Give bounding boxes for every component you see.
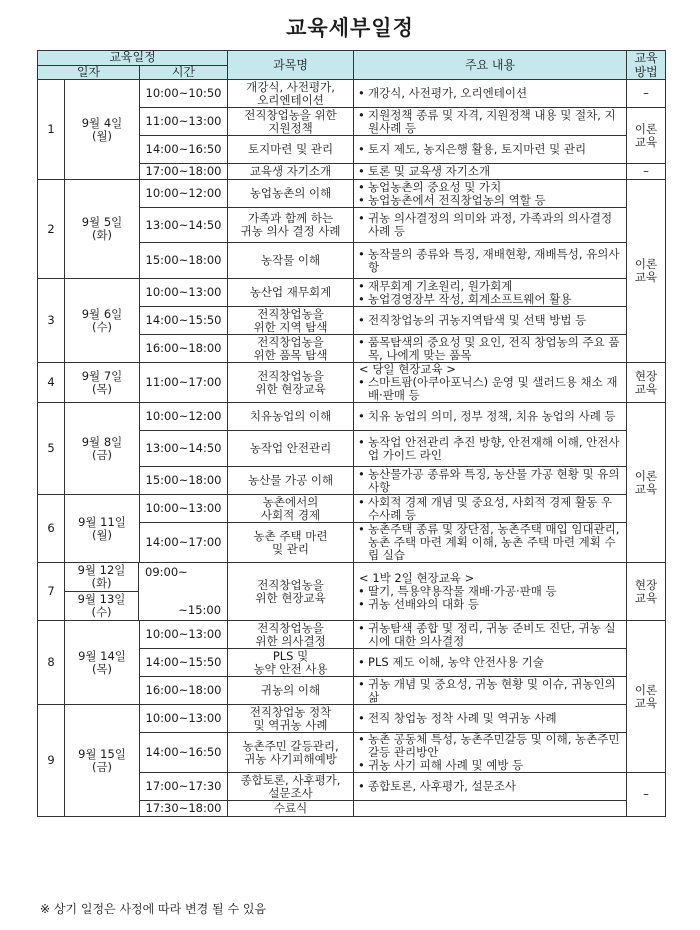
- content-cell: [354, 649, 627, 677]
- table-row: [38, 705, 666, 733]
- method-cell: 이론 교육: [627, 180, 666, 363]
- subject-name: 전직창업농을 위한 품목 탐색: [228, 335, 354, 363]
- method-cell: 이론 교육: [627, 108, 666, 164]
- method-cell: 이론 교육: [627, 403, 666, 563]
- subject-name: 전직창업농을 위한 현장교육: [228, 363, 354, 403]
- content-cell: [354, 523, 627, 563]
- session-time: 10:00~13:00: [140, 495, 228, 523]
- content-item: • 농작물의 종류와 특징, 재배현황, 재배특성, 유의사항: [357, 248, 623, 274]
- session-time: 14:00~15:50: [140, 307, 228, 335]
- session-time: 15:00~18:00: [140, 467, 228, 495]
- content-cell: [354, 208, 627, 243]
- session-date: 9월 11일 (월): [65, 495, 140, 563]
- schedule-table: [37, 50, 666, 817]
- method-cell: –: [627, 164, 666, 180]
- content-cell: [354, 80, 627, 108]
- subject-name: 가족과 함께 하는 귀농 의사 결정 사례: [228, 208, 354, 243]
- subject-name: 종합토론, 사후평가, 설문조사: [228, 773, 354, 801]
- content-cell: [354, 363, 627, 403]
- content-item: • 토론 및 교육생 자기소개: [357, 165, 623, 178]
- session-date: 9월 8일 (금): [65, 403, 140, 495]
- content-cell: [354, 307, 627, 335]
- session-date: 9월 15일 (금): [65, 705, 140, 817]
- content-cell: [354, 180, 627, 208]
- page-title: 교육세부일정: [286, 16, 414, 40]
- content-cell: [354, 431, 627, 467]
- content-item: • 재무회계 기초원리, 원가회계: [357, 280, 623, 293]
- table-row: [38, 279, 666, 307]
- content-item: • 귀농 의사결정의 의미와 과정, 가족과의 의사결정 사례 등: [357, 212, 623, 238]
- content-item: • 농산물가공 종류와 특징, 농산물 가공 현황 및 유의사항: [357, 468, 623, 494]
- session-time: 09:00~: [145, 565, 188, 579]
- content-item: • 전직창업농의 귀농지역탐색 및 선택 방법 등: [357, 314, 623, 327]
- table-row: [38, 403, 666, 431]
- content-cell: [354, 403, 627, 431]
- session-time: 15:00~18:00: [140, 243, 228, 279]
- header-schedule: 교육일정: [38, 51, 228, 66]
- session-time: 10:00~12:00: [140, 403, 228, 431]
- subject-name: 전직창업농을 위한 현장교육: [228, 563, 354, 621]
- session-time: 17:00~17:30: [140, 773, 228, 801]
- session-time: 17:30~18:00: [140, 801, 228, 817]
- subject-name: 농촌주민 갈등관리, 귀농 사기피해예방: [228, 733, 354, 773]
- header-subject: 과목명: [228, 51, 354, 80]
- subject-name: 농작업 안전관리: [228, 431, 354, 467]
- footnote: ※ 상기 일정은 사정에 따라 변경 될 수 있음: [40, 902, 267, 916]
- content-item: • 농업농촌에서 전직창업농의 역할 등: [357, 194, 623, 207]
- subject-name: 농촌 주택 마련 및 관리: [228, 523, 354, 563]
- content-item: • 종합토론, 사후평가, 설문조사: [357, 780, 623, 793]
- session-time: 16:00~18:00: [140, 677, 228, 705]
- content-lead: < 1박 2일 현장교육 >: [359, 571, 475, 585]
- session-date: 9월 7일 (목): [65, 363, 140, 403]
- method-cell: 현장 교육: [627, 363, 666, 403]
- split-schedule: [65, 563, 227, 620]
- session-number: 1: [38, 80, 65, 180]
- session-time: 13:00~14:50: [140, 208, 228, 243]
- content-item: • 전직 창업농 정착 사례 및 역귀농 사례: [357, 712, 623, 725]
- session-time: 14:00~17:00: [140, 523, 228, 563]
- content-cell: [354, 773, 627, 801]
- table-row: [38, 80, 666, 108]
- subject-name: 개강식, 사전평가, 오리엔테이션: [228, 80, 354, 108]
- content-cell: [354, 108, 627, 136]
- header-method: 교육 방법: [627, 51, 666, 80]
- content-cell: [354, 164, 627, 180]
- date-time-split: [65, 563, 228, 621]
- session-time: 14:00~15:50: [140, 649, 228, 677]
- content-item: • 스마트팜(아쿠아포닉스) 운영 및 샐러드용 채소 재배·판매 등: [357, 376, 623, 402]
- session-time: 14:00~16:50: [140, 136, 228, 164]
- session-number: 4: [38, 363, 65, 403]
- subject-name: 토지마련 및 관리: [228, 136, 354, 164]
- header-time: 시간: [140, 65, 228, 80]
- content-item: • PLS 제도 이해, 농약 안전사용 기술: [357, 656, 623, 669]
- subject-name: PLS 및 농약 안전 사용: [228, 649, 354, 677]
- session-number: 2: [38, 180, 65, 279]
- session-time: 10:00~10:50: [140, 80, 228, 108]
- content-item: • 농업경영장부 작성, 회계소프트웨어 활용: [357, 293, 623, 306]
- content-item: • 지원정책 종류 및 자격, 지원정책 내용 및 절차, 지원사례 등: [357, 109, 623, 135]
- content-lead: < 당일 현장교육 >: [359, 362, 456, 376]
- content-item: • 치유 농업의 의미, 정부 정책, 치유 농업의 사례 등: [357, 410, 623, 423]
- table-row: [38, 621, 666, 649]
- session-time: 10:00~13:00: [140, 705, 228, 733]
- session-time: 16:00~18:00: [140, 335, 228, 363]
- session-time: 11:00~13:00: [140, 108, 228, 136]
- method-cell: 이론 교육: [627, 621, 666, 773]
- content-cell: [354, 495, 627, 523]
- session-date: 9월 14일 (목): [65, 621, 140, 705]
- subject-name: 전직창업농을 위한 의사결정: [228, 621, 354, 649]
- session-time: 10:00~13:00: [140, 621, 228, 649]
- subject-name: 귀농의 이해: [228, 677, 354, 705]
- content-cell: [354, 563, 627, 621]
- session-number: 9: [38, 705, 65, 817]
- table-row: [38, 495, 666, 523]
- subject-name: 교육생 자기소개: [228, 164, 354, 180]
- content-cell: [354, 467, 627, 495]
- content-item: • 농촌주택 종류 및 장단점, 농촌주택 매입 임대관리, 농촌 주택 마련 계획 이해, 농촌 주택 마련 계획 수립 실습: [357, 523, 623, 562]
- content-item: • 딸기, 특용약용작물 재배·가공·판매 등: [357, 585, 623, 598]
- subject-name: 전직창업농을 위한 지원정책: [228, 108, 354, 136]
- content-item: • 사회적 경제 개념 및 중요성, 사회적 경제 활동 우수사례 등: [357, 496, 623, 522]
- table-row: [38, 180, 666, 208]
- content-item: • 품목탐색의 중요성 및 요인, 전직 창업농의 주요 품목, 나에게 맞는 품목: [357, 336, 623, 362]
- content-cell: [354, 801, 627, 817]
- subject-name: 농작물 이해: [228, 243, 354, 279]
- content-cell: [354, 677, 627, 705]
- content-item: • 귀농탐색 종합 및 정리, 귀농 준비도 진단, 귀농 실시에 대한 의사결정: [357, 622, 623, 648]
- session-date: 9월 5일 (화): [65, 180, 140, 279]
- subject-name: 치유농업의 이해: [228, 403, 354, 431]
- header-date: 일자: [38, 65, 140, 80]
- session-number: 6: [38, 495, 65, 563]
- content-cell: [354, 733, 627, 773]
- content-cell: [354, 621, 627, 649]
- subject-name: 농산물 가공 이해: [228, 467, 354, 495]
- method-cell: –: [627, 773, 666, 817]
- session-time: 13:00~14:50: [140, 431, 228, 467]
- table-row: [38, 363, 666, 403]
- content-item: • 농작업 안전관리 추진 방향, 안전재해 이해, 안전사업 가이드 라인: [357, 436, 623, 462]
- session-time: 14:00~16:50: [140, 733, 228, 773]
- subject-name: 전직창업농을 위한 지역 탐색: [228, 307, 354, 335]
- session-number: 5: [38, 403, 65, 495]
- header-content: 주요 내용: [354, 51, 627, 80]
- content-cell: [354, 243, 627, 279]
- session-number: 8: [38, 621, 65, 705]
- content-item: • 귀농 사기 피해 사례 및 예방 등: [357, 759, 623, 772]
- session-time: 10:00~12:00: [140, 180, 228, 208]
- session-time: 17:00~18:00: [140, 164, 228, 180]
- subject-name: 수료식: [228, 801, 354, 817]
- content-item: • 귀농 선배와의 대화 등: [357, 598, 623, 611]
- method-cell: 현장 교육: [627, 563, 666, 621]
- session-date: 9월 4일 (월): [65, 80, 140, 180]
- session-date: 9월 12일 (화): [65, 563, 139, 592]
- content-cell: [354, 136, 627, 164]
- session-number: 7: [38, 563, 65, 621]
- content-item: • 개강식, 사전평가, 오리엔테이션: [357, 87, 623, 100]
- subject-name: 농산업 재무회계: [228, 279, 354, 307]
- table-row: [38, 563, 666, 621]
- content-cell: [354, 705, 627, 733]
- subject-name: 농업농촌의 이해: [228, 180, 354, 208]
- subject-name: 전직창업농 정착 및 역귀농 사례: [228, 705, 354, 733]
- session-time: ~15:00: [178, 603, 222, 617]
- content-cell: [354, 335, 627, 363]
- content-cell: [354, 279, 627, 307]
- session-date: 9월 6일 (수): [65, 279, 140, 363]
- content-item: • 농촌 공동체 특성, 농촌주민갈등 및 이해, 농촌주민갈등 관리방안: [357, 733, 623, 759]
- content-item: • 토지 제도, 농지은행 활용, 토지마련 및 관리: [357, 143, 623, 156]
- session-time: 10:00~13:00: [140, 279, 228, 307]
- content-item: • 귀농 개념 및 중요성, 귀농 현황 및 이슈, 귀농인의 삶: [357, 678, 623, 704]
- session-date: 9월 13일 (수): [65, 592, 139, 621]
- subject-name: 농촌에서의 사회적 경제: [228, 495, 354, 523]
- method-cell: –: [627, 80, 666, 108]
- session-number: 3: [38, 279, 65, 363]
- session-time: 11:00~17:00: [140, 363, 228, 403]
- content-item: • 농업농촌의 중요성 및 가치: [357, 181, 623, 194]
